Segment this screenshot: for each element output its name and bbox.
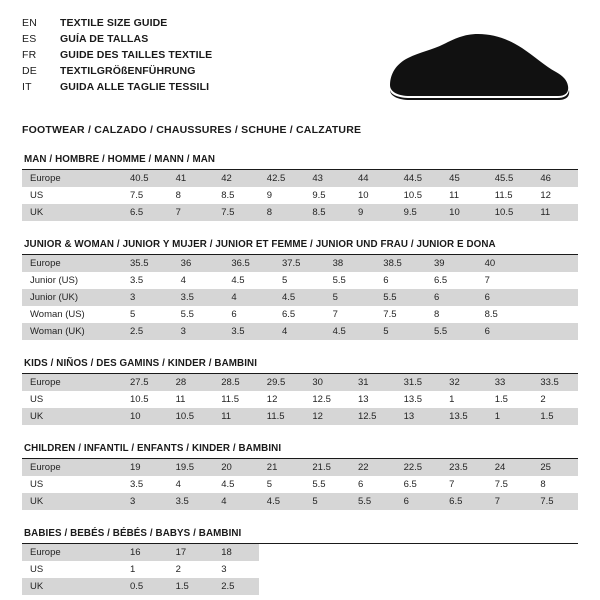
cell: 6.5 [433, 275, 448, 286]
table-row [22, 306, 578, 323]
cell: 7 [449, 479, 455, 490]
cell: 3.5 [130, 275, 144, 286]
language-row [22, 48, 212, 64]
cell: 8.5 [221, 190, 235, 201]
size-table [22, 255, 578, 340]
size-table [22, 459, 578, 510]
cell: 2.5 [122, 323, 173, 340]
cell: 5.5 [312, 479, 326, 490]
block-title: MAN / HOMBRE / HOMME / MANN / MAN [24, 154, 216, 165]
cell: 7 [484, 275, 490, 286]
cell: 12.5 [312, 394, 331, 405]
row-label: Europe [22, 544, 122, 561]
cell: 4 [213, 493, 259, 510]
table-row [22, 170, 578, 187]
cell: 5 [130, 309, 136, 320]
cell: 42 [213, 170, 259, 187]
row-label: UK [22, 408, 122, 425]
cell: 10.5 [487, 204, 533, 221]
row-label: Woman (UK) [22, 323, 122, 340]
cell: 18 [213, 544, 259, 561]
cell: 3.5 [168, 493, 214, 510]
table-row [22, 289, 578, 306]
cell: 44.5 [396, 170, 442, 187]
row-label: UK [22, 204, 122, 221]
cell: 37.5 [274, 255, 325, 272]
cell: 41 [168, 170, 214, 187]
cell: 5 [281, 275, 288, 286]
cell: 5 [325, 289, 376, 306]
size-block-kids [22, 358, 578, 425]
cell: 1 [487, 408, 533, 425]
row-label: Junior (UK) [22, 289, 122, 306]
table-row [22, 391, 578, 408]
cell: 3.5 [130, 479, 144, 490]
dress-shoe-icon [382, 30, 572, 110]
table-row [22, 323, 578, 340]
table-row [22, 476, 578, 493]
cell: 33.5 [532, 374, 578, 391]
cell: 21.5 [304, 459, 350, 476]
row-label: Europe [22, 459, 122, 476]
language-code: DE [22, 64, 37, 77]
cell: 13.5 [441, 408, 487, 425]
cell: 6 [426, 289, 477, 306]
language-code: ES [22, 32, 37, 45]
cell [350, 578, 396, 595]
language-row [22, 32, 212, 48]
cell [532, 578, 578, 595]
size-block-babies [22, 528, 578, 595]
cell: 5.5 [350, 493, 396, 510]
cell: 5.5 [332, 275, 346, 286]
cell: 30 [304, 374, 350, 391]
cell: 39 [426, 255, 477, 272]
cell [396, 544, 442, 561]
cell: 7.5 [532, 493, 578, 510]
cell: 6.5 [122, 204, 168, 221]
cell: 4.5 [231, 275, 245, 286]
language-title: GUIDA ALLE TAGLIE TESSILI [60, 80, 210, 93]
cell: 45.5 [487, 170, 533, 187]
block-title: JUNIOR & WOMAN / JUNIOR Y MUJER / JUNIOR ET FEMME / JUNIOR UND FRAU / JUNIOR E DONA [24, 239, 496, 250]
cell: 5 [375, 323, 426, 340]
cell: 6 [357, 479, 364, 490]
cell: 9 [350, 204, 396, 221]
cell: 1 [130, 564, 136, 575]
cell: 25 [532, 459, 578, 476]
language-title: GUÍA DE TALLAS [60, 32, 149, 45]
cell: 27.5 [122, 374, 168, 391]
cell: 13.5 [403, 394, 423, 405]
cell: 10.5 [168, 408, 214, 425]
cell: 42.5 [259, 170, 305, 187]
cell: 6.5 [441, 493, 487, 510]
cell: 31 [350, 374, 396, 391]
cell [396, 561, 442, 578]
cell: 1.5 [494, 394, 508, 405]
cell [441, 578, 487, 595]
table-row [22, 255, 578, 272]
cell: 4 [274, 323, 325, 340]
cell: 5 [304, 493, 350, 510]
cell: 28.5 [213, 374, 259, 391]
language-code: EN [22, 17, 37, 29]
cell [304, 561, 350, 578]
cell: 22.5 [396, 459, 442, 476]
cell: 0.5 [122, 578, 168, 595]
row-label: Europe [22, 255, 122, 272]
cell [487, 544, 533, 561]
size-block-man [22, 154, 578, 221]
row-label: Woman (US) [30, 309, 85, 320]
cell: 32 [441, 374, 487, 391]
cell: 4.5 [325, 323, 376, 340]
cell: 11 [449, 190, 460, 201]
cell: 11 [175, 394, 186, 405]
cell: 12.5 [350, 408, 396, 425]
cell: 6 [383, 275, 389, 286]
cell [259, 544, 305, 561]
cell: 11 [532, 204, 578, 221]
size-table [22, 544, 578, 595]
cell: 43 [304, 170, 350, 187]
cell [396, 578, 442, 595]
page-header [22, 16, 578, 110]
cell: 6 [477, 289, 528, 306]
cell: 10.5 [403, 190, 423, 201]
cell: 1.5 [168, 578, 214, 595]
cell: 3.5 [173, 289, 224, 306]
row-label: US [30, 190, 44, 201]
cell: 10.5 [130, 394, 149, 405]
cell: 4 [175, 479, 181, 490]
cell: 11.5 [221, 394, 239, 405]
block-title: CHILDREN / INFANTIL / ENFANTS / KINDER / BAMBINI [24, 443, 282, 454]
cell [487, 578, 533, 595]
block-title: BABIES / BEBÉS / BÉBÉS / BABYS / BAMBINI [24, 528, 242, 539]
cell: 6.5 [281, 309, 296, 320]
cell [441, 544, 487, 561]
cell: 3 [173, 323, 224, 340]
language-row [22, 80, 212, 96]
cell: 21 [259, 459, 305, 476]
cell: 8.5 [304, 204, 350, 221]
cell: 5.5 [375, 289, 426, 306]
cell [527, 255, 578, 272]
language-title-list [22, 16, 212, 96]
cell: 6.5 [403, 479, 417, 490]
cell: 29.5 [259, 374, 305, 391]
cell: 8 [540, 479, 546, 490]
table-row [22, 374, 578, 391]
cell [259, 561, 305, 578]
cell: 2 [540, 394, 546, 405]
row-label: US [30, 564, 44, 575]
row-label: Europe [22, 170, 122, 187]
cell: 38.5 [375, 255, 426, 272]
cell: 13 [357, 394, 369, 405]
row-label: Europe [22, 374, 122, 391]
cell: 12 [266, 394, 278, 405]
cell [532, 544, 578, 561]
cell: 8 [259, 204, 305, 221]
cell: 5 [266, 479, 273, 490]
cell [527, 323, 578, 340]
language-title-rows [22, 16, 212, 96]
language-title: GUIDE DES TAILLES TEXTILE [60, 48, 213, 61]
table-row [22, 187, 578, 204]
cell: 12 [304, 408, 350, 425]
cell [527, 272, 578, 289]
size-table [22, 170, 578, 221]
cell: 10 [122, 408, 168, 425]
cell: 40.5 [122, 170, 168, 187]
language-code: FR [22, 48, 37, 61]
cell: 11.5 [494, 190, 513, 201]
cell [527, 289, 578, 306]
table-row [22, 544, 578, 561]
cell: 1.5 [532, 408, 578, 425]
row-label: US [30, 479, 44, 490]
table-row [22, 578, 578, 595]
cell: 6 [231, 309, 237, 320]
cell: 8 [433, 309, 440, 320]
cell: 45 [441, 170, 487, 187]
block-title: KIDS / NIÑOS / DES GAMINS / KINDER / BAMBINI [24, 358, 258, 369]
cell: 9.5 [396, 204, 442, 221]
cell: 19 [122, 459, 168, 476]
cell [527, 306, 578, 323]
cell: 38 [325, 255, 376, 272]
cell: 3.5 [223, 323, 274, 340]
cell: 40 [477, 255, 528, 272]
cell: 46 [532, 170, 578, 187]
cell: 23.5 [441, 459, 487, 476]
cell [350, 561, 396, 578]
table-row [22, 272, 578, 289]
cell: 24 [487, 459, 533, 476]
cell: 6 [477, 323, 528, 340]
cell: 4.5 [259, 493, 305, 510]
cell: 8.5 [484, 309, 498, 320]
language-title: TEXTILE SIZE GUIDE [60, 17, 168, 29]
cell: 31.5 [396, 374, 442, 391]
size-block-children [22, 443, 578, 510]
cell [304, 544, 350, 561]
cell [441, 561, 487, 578]
cell: 7 [168, 204, 214, 221]
language-title: TEXTILGRÖßENFÜHRUNG [60, 64, 196, 77]
cell: 2 [175, 564, 181, 575]
cell: 2.5 [213, 578, 259, 595]
table-row [22, 459, 578, 476]
row-label: Junior (US) [30, 275, 79, 286]
table-row [22, 408, 578, 425]
cell: 7.5 [130, 190, 144, 201]
table-row [22, 561, 578, 578]
cell: 19.5 [168, 459, 214, 476]
cell: 9 [266, 190, 273, 201]
cell: 5.5 [426, 323, 477, 340]
cell: 16 [122, 544, 168, 561]
cell: 7.5 [213, 204, 259, 221]
size-table [22, 374, 578, 425]
cell: 9.5 [312, 190, 326, 201]
size-block-junior-woman [22, 239, 578, 340]
cell: 7 [332, 309, 338, 320]
cell: 11 [213, 408, 259, 425]
table-row [22, 204, 578, 221]
row-label: UK [22, 578, 122, 595]
cell: 6 [396, 493, 442, 510]
cell: 10 [441, 204, 487, 221]
cell [350, 544, 396, 561]
cell: 7 [487, 493, 533, 510]
cell: 36 [173, 255, 224, 272]
row-label: UK [22, 493, 122, 510]
cell: 28 [168, 374, 214, 391]
cell: 4 [180, 275, 186, 286]
cell: 10 [357, 190, 369, 201]
cell: 35.5 [122, 255, 173, 272]
cell: 3 [122, 493, 168, 510]
cell: 12 [540, 190, 551, 201]
cell [532, 561, 578, 578]
cell [487, 561, 533, 578]
cell: 4.5 [221, 479, 235, 490]
cell: 7.5 [383, 309, 397, 320]
cell: 22 [350, 459, 396, 476]
cell: 20 [213, 459, 259, 476]
language-code: IT [22, 80, 32, 93]
table-row [22, 493, 578, 510]
cell: 3 [122, 289, 173, 306]
page-title: FOOTWEAR / CALZADO / CHAUSSURES / SCHUHE / CALZATURE [22, 124, 362, 136]
cell: 33 [487, 374, 533, 391]
cell [259, 578, 305, 595]
cell [304, 578, 350, 595]
row-label: US [30, 394, 44, 405]
cell: 11.5 [259, 408, 305, 425]
cell: 8 [175, 190, 181, 201]
cell: 4.5 [274, 289, 325, 306]
language-row [22, 64, 212, 80]
cell: 36.5 [223, 255, 274, 272]
cell: 1 [449, 394, 455, 405]
cell: 7.5 [494, 479, 508, 490]
cell: 44 [350, 170, 396, 187]
cell: 5.5 [180, 309, 194, 320]
language-row [22, 16, 212, 32]
cell: 3 [221, 564, 227, 575]
cell: 17 [168, 544, 214, 561]
cell: 13 [396, 408, 442, 425]
cell: 4 [223, 289, 274, 306]
